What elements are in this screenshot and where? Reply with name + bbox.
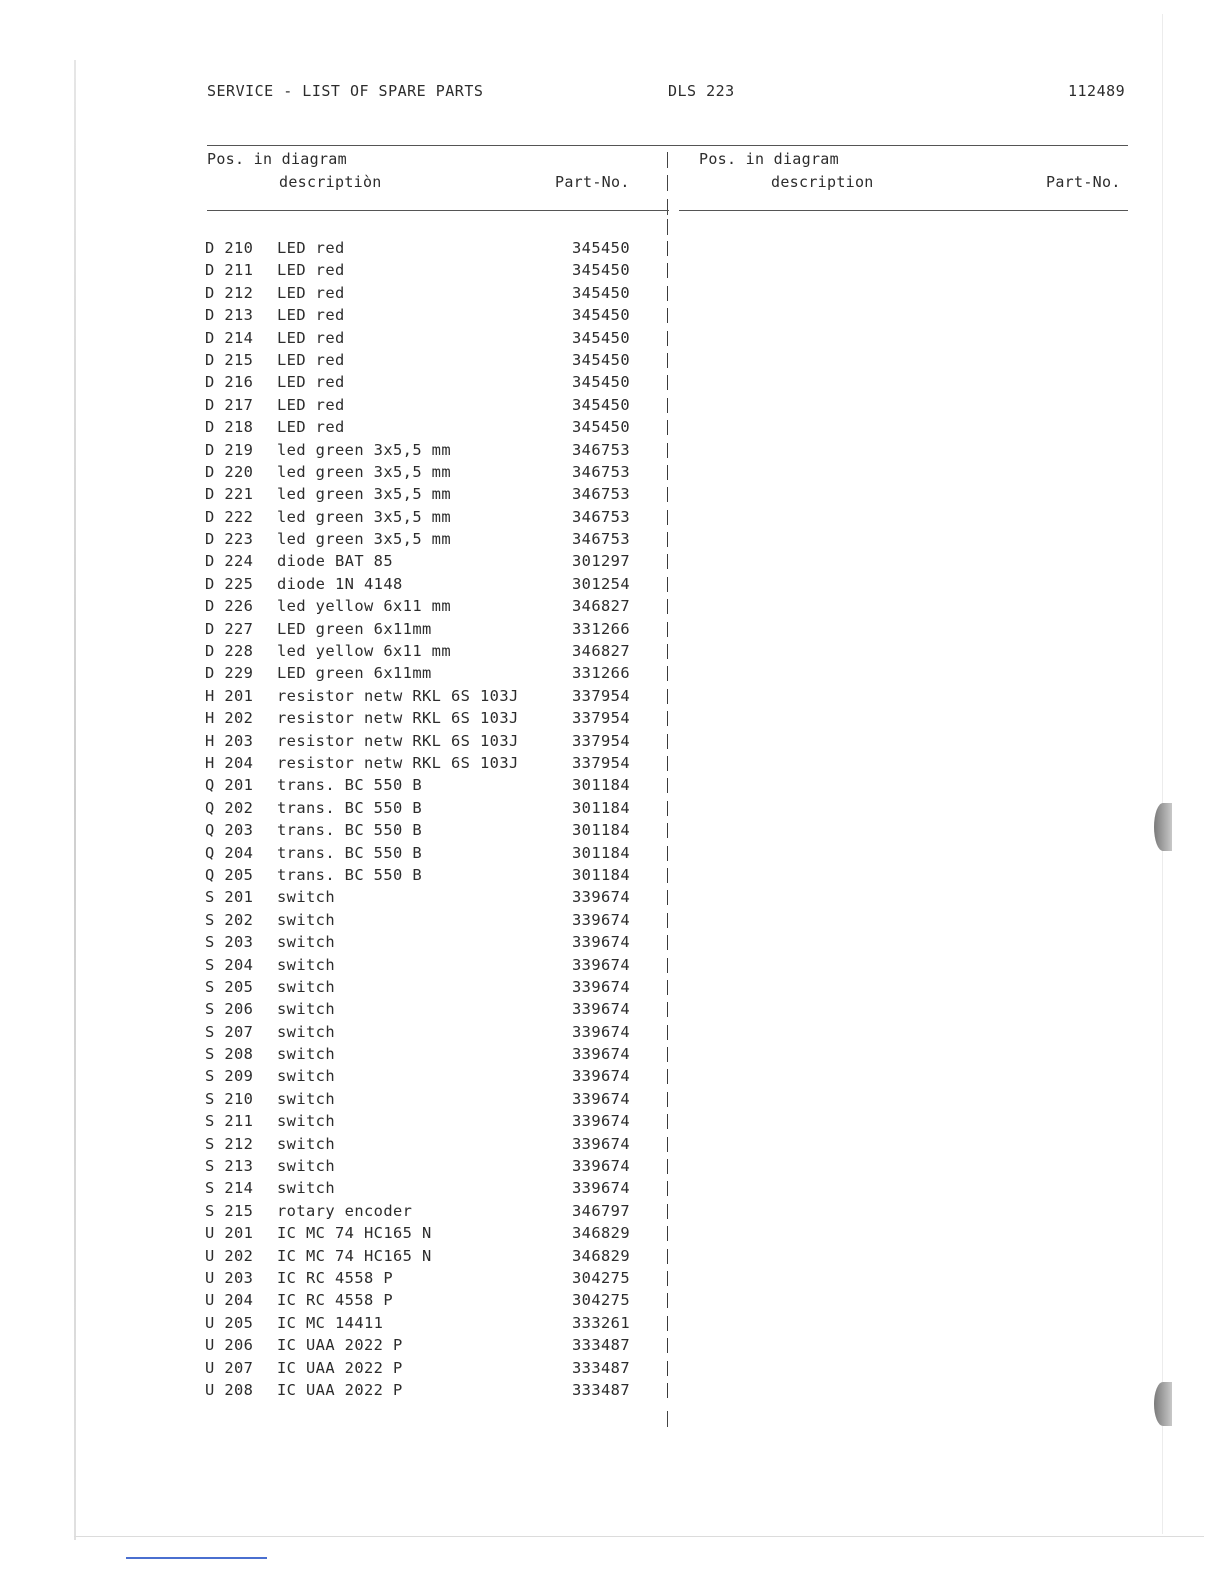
part-number: 345450: [572, 373, 630, 392]
column-separator: [667, 666, 668, 681]
column-separator: [667, 734, 668, 749]
column-separator: [667, 152, 668, 168]
part-number: 333261: [572, 1313, 630, 1332]
part-number: 304275: [572, 1291, 630, 1310]
part-number: 345450: [572, 239, 630, 257]
column-separator: [667, 241, 668, 256]
part-number: 339674: [572, 888, 630, 907]
column-separator: [667, 644, 668, 659]
part-description: switch: [277, 1045, 335, 1064]
position-in-diagram: U 201: [205, 1224, 254, 1243]
column-separator: [667, 1338, 668, 1353]
column-separator: [667, 286, 668, 301]
table-row: [0, 1110, 1224, 1132]
column-separator: [667, 913, 668, 928]
part-description: IC UAA 2022 P: [277, 1380, 403, 1399]
document-code: 112489: [1068, 82, 1126, 100]
position-in-diagram: S 205: [205, 977, 254, 996]
position-in-diagram: H 201: [205, 686, 254, 705]
column-separator: [667, 1181, 668, 1196]
part-description: IC UAA 2022 P: [277, 1336, 403, 1355]
column-separator: [667, 846, 668, 861]
position-in-diagram: D 214: [205, 328, 254, 347]
part-number: 346753: [572, 462, 630, 481]
part-description: resistor netw RKL 6S 103J: [277, 709, 519, 728]
position-in-diagram: U 204: [205, 1291, 254, 1310]
position-in-diagram: U 205: [205, 1313, 254, 1332]
part-description: switch: [277, 1089, 335, 1108]
column-separator: [667, 1361, 668, 1376]
part-description: switch: [277, 1000, 335, 1019]
part-number: 337954: [572, 686, 630, 705]
column-separator: [667, 1069, 668, 1084]
position-in-diagram: S 209: [205, 1067, 254, 1086]
part-number: 301184: [572, 865, 630, 884]
part-description: LED red: [277, 261, 345, 280]
position-in-diagram: S 213: [205, 1157, 254, 1176]
table-row: [0, 1088, 1224, 1110]
position-in-diagram: D 210: [205, 239, 254, 257]
position-in-diagram: S 208: [205, 1045, 254, 1064]
position-in-diagram: S 201: [205, 888, 254, 907]
table-row: [0, 1379, 1224, 1401]
part-number: 346753: [572, 485, 630, 504]
column-separator: [667, 1092, 668, 1107]
part-description: LED red: [277, 328, 345, 347]
column-separator: [667, 1383, 668, 1398]
column-separator: [667, 823, 668, 838]
part-number: 339674: [572, 1112, 630, 1131]
position-in-diagram: H 202: [205, 709, 254, 728]
table-row: [0, 954, 1224, 976]
table-row: [0, 282, 1224, 304]
position-in-diagram: D 227: [205, 619, 254, 638]
column-header-rule: [679, 210, 1128, 211]
left-col-part-heading: Part-No.: [555, 173, 630, 191]
position-in-diagram: U 203: [205, 1268, 254, 1287]
position-in-diagram: U 207: [205, 1358, 254, 1377]
part-description: switch: [277, 955, 335, 974]
position-in-diagram: U 208: [205, 1380, 254, 1399]
table-row: [0, 1245, 1224, 1267]
table-row: [0, 304, 1224, 326]
column-separator: [667, 1047, 668, 1062]
column-separator: [667, 331, 668, 346]
table-row: [0, 1155, 1224, 1177]
column-separator: [667, 778, 668, 793]
table-row: [0, 1289, 1224, 1311]
part-description: LED red: [277, 350, 345, 369]
column-separator: [667, 622, 668, 637]
part-description: switch: [277, 1067, 335, 1086]
part-description: trans. BC 550 B: [277, 821, 422, 840]
table-row: [0, 439, 1224, 461]
position-in-diagram: S 215: [205, 1201, 254, 1220]
column-separator: [667, 1316, 668, 1331]
table-row: [0, 909, 1224, 931]
position-in-diagram: H 203: [205, 731, 254, 750]
part-description: led green 3x5,5 mm: [277, 507, 451, 526]
part-number: 339674: [572, 910, 630, 929]
part-description: IC MC 74 HC165 N: [277, 1246, 432, 1265]
table-row: [0, 1312, 1224, 1334]
left-col-description-heading: descriptiòn: [279, 173, 382, 191]
part-number: 346753: [572, 530, 630, 549]
part-description: led yellow 6x11 mm: [277, 642, 451, 661]
table-row: [0, 1334, 1224, 1356]
column-separator: [667, 1411, 668, 1427]
table-row: [0, 327, 1224, 349]
position-in-diagram: S 206: [205, 1000, 254, 1019]
table-row: [0, 1222, 1224, 1244]
table-row: [0, 730, 1224, 752]
part-number: 339674: [572, 1089, 630, 1108]
part-description: LED red: [277, 306, 345, 325]
part-number: 339674: [572, 1045, 630, 1064]
part-description: LED red: [277, 418, 345, 437]
table-row: [0, 1043, 1224, 1065]
part-description: diode 1N 4148: [277, 574, 403, 593]
part-description: switch: [277, 888, 335, 907]
position-in-diagram: U 202: [205, 1246, 254, 1265]
column-separator: [667, 1025, 668, 1040]
position-in-diagram: D 215: [205, 350, 254, 369]
part-description: led green 3x5,5 mm: [277, 485, 451, 504]
footer-blue-rule: [126, 1557, 267, 1559]
part-description: LED green 6x11mm: [277, 664, 432, 683]
part-number: 337954: [572, 731, 630, 750]
table-row: [0, 1357, 1224, 1379]
part-description: IC MC 74 HC165 N: [277, 1224, 432, 1243]
position-in-diagram: Q 205: [205, 865, 254, 884]
table-row: [0, 595, 1224, 617]
part-number: 339674: [572, 933, 630, 952]
position-in-diagram: S 210: [205, 1089, 254, 1108]
table-row: [0, 998, 1224, 1020]
part-number: 345450: [572, 306, 630, 325]
part-number: 346827: [572, 642, 630, 661]
column-separator: [667, 443, 668, 458]
part-number: 337954: [572, 709, 630, 728]
part-number: 333487: [572, 1336, 630, 1355]
position-in-diagram: Q 203: [205, 821, 254, 840]
table-row: [0, 528, 1224, 550]
table-row: [0, 550, 1224, 572]
part-description: LED red: [277, 283, 345, 302]
position-in-diagram: D 228: [205, 642, 254, 661]
part-description: switch: [277, 1134, 335, 1153]
part-number: 331266: [572, 664, 630, 683]
part-description: resistor netw RKL 6S 103J: [277, 686, 519, 705]
column-separator: [667, 398, 668, 413]
position-in-diagram: D 216: [205, 373, 254, 392]
table-row: [0, 371, 1224, 393]
table-row: [0, 1133, 1224, 1155]
column-separator: [667, 599, 668, 614]
part-description: switch: [277, 1179, 335, 1198]
column-separator: [667, 1137, 668, 1152]
column-separator: [667, 935, 668, 950]
column-separator: [667, 353, 668, 368]
position-in-diagram: Q 204: [205, 843, 254, 862]
part-number: 301254: [572, 574, 630, 593]
column-separator: [667, 890, 668, 905]
part-description: rotary encoder: [277, 1201, 413, 1220]
column-separator: [667, 1159, 668, 1174]
position-in-diagram: S 212: [205, 1134, 254, 1153]
position-in-diagram: S 204: [205, 955, 254, 974]
part-number: 331266: [572, 619, 630, 638]
position-in-diagram: S 214: [205, 1179, 254, 1198]
table-row: [0, 797, 1224, 819]
position-in-diagram: D 221: [205, 485, 254, 504]
part-description: led green 3x5,5 mm: [277, 530, 451, 549]
table-row: [0, 640, 1224, 662]
part-description: switch: [277, 1112, 335, 1131]
part-number: 339674: [572, 1134, 630, 1153]
part-number: 339674: [572, 1179, 630, 1198]
column-separator: [667, 1293, 668, 1308]
part-description: resistor netw RKL 6S 103J: [277, 731, 519, 750]
part-number: 304275: [572, 1268, 630, 1287]
right-col-pos-heading: Pos. in diagram: [699, 150, 839, 168]
table-row: [0, 685, 1224, 707]
position-in-diagram: D 218: [205, 418, 254, 437]
column-header-rule: [207, 210, 669, 211]
column-separator: [667, 219, 668, 235]
column-separator: [667, 420, 668, 435]
column-separator: [667, 980, 668, 995]
part-description: led yellow 6x11 mm: [277, 597, 451, 616]
position-in-diagram: S 203: [205, 933, 254, 952]
position-in-diagram: D 211: [205, 261, 254, 280]
part-number: 301184: [572, 798, 630, 817]
part-description: switch: [277, 910, 335, 929]
part-description: switch: [277, 1022, 335, 1041]
position-in-diagram: D 225: [205, 574, 254, 593]
table-row: [0, 618, 1224, 640]
column-separator: [667, 199, 668, 215]
part-description: IC UAA 2022 P: [277, 1358, 403, 1377]
part-description: LED green 6x11mm: [277, 619, 432, 638]
position-in-diagram: D 226: [205, 597, 254, 616]
column-separator: [667, 532, 668, 547]
document-title: SERVICE - LIST OF SPARE PARTS: [207, 82, 484, 100]
column-separator: [667, 756, 668, 771]
part-number: 345450: [572, 350, 630, 369]
part-number: 339674: [572, 1157, 630, 1176]
column-separator: [667, 1271, 668, 1286]
part-description: switch: [277, 977, 335, 996]
part-description: led green 3x5,5 mm: [277, 462, 451, 481]
table-row: [0, 237, 1224, 259]
table-row: [0, 662, 1224, 684]
table-row: [0, 752, 1224, 774]
part-number: 345450: [572, 261, 630, 280]
table-row: [0, 886, 1224, 908]
table-row: [0, 1267, 1224, 1289]
table-row: [0, 864, 1224, 886]
scan-edge-bottom: [74, 1536, 1204, 1537]
table-row: [0, 931, 1224, 953]
right-col-description-heading: description: [771, 173, 874, 191]
position-in-diagram: D 219: [205, 440, 254, 459]
part-description: trans. BC 550 B: [277, 843, 422, 862]
table-row: [0, 1021, 1224, 1043]
part-number: 301184: [572, 843, 630, 862]
column-separator: [667, 510, 668, 525]
position-in-diagram: D 212: [205, 283, 254, 302]
column-separator: [667, 308, 668, 323]
part-number: 339674: [572, 1067, 630, 1086]
column-separator: [667, 801, 668, 816]
part-number: 333487: [572, 1380, 630, 1399]
part-number: 339674: [572, 1022, 630, 1041]
part-description: IC RC 4558 P: [277, 1291, 393, 1310]
part-number: 339674: [572, 977, 630, 996]
part-description: IC MC 14411: [277, 1313, 384, 1332]
part-description: trans. BC 550 B: [277, 798, 422, 817]
parts-list: [0, 237, 1224, 1401]
part-number: 346753: [572, 440, 630, 459]
table-row: [0, 707, 1224, 729]
part-number: 345450: [572, 283, 630, 302]
column-separator: [667, 375, 668, 390]
position-in-diagram: Q 201: [205, 776, 254, 795]
part-number: 301297: [572, 552, 630, 571]
column-separator: [667, 1204, 668, 1219]
column-separator: [667, 1249, 668, 1264]
part-description: IC RC 4558 P: [277, 1268, 393, 1287]
table-row: [0, 349, 1224, 371]
position-in-diagram: Q 202: [205, 798, 254, 817]
header-rule: [207, 145, 1128, 146]
part-number: 339674: [572, 955, 630, 974]
position-in-diagram: D 224: [205, 552, 254, 571]
table-row: [0, 842, 1224, 864]
part-number: 346829: [572, 1224, 630, 1243]
left-col-pos-heading: Pos. in diagram: [207, 150, 347, 168]
table-row: [0, 1065, 1224, 1087]
column-separator: [667, 487, 668, 502]
position-in-diagram: S 211: [205, 1112, 254, 1131]
table-row: [0, 573, 1224, 595]
position-in-diagram: D 223: [205, 530, 254, 549]
part-number: 339674: [572, 1000, 630, 1019]
position-in-diagram: S 207: [205, 1022, 254, 1041]
model-number: DLS 223: [668, 82, 735, 100]
position-in-diagram: D 220: [205, 462, 254, 481]
right-col-part-heading: Part-No.: [1046, 173, 1121, 191]
table-row: [0, 394, 1224, 416]
table-row: [0, 416, 1224, 438]
table-row: [0, 976, 1224, 998]
part-number: 346827: [572, 597, 630, 616]
table-row: [0, 461, 1224, 483]
column-separator: [667, 577, 668, 592]
position-in-diagram: D 213: [205, 306, 254, 325]
part-number: 337954: [572, 753, 630, 772]
column-separator: [667, 1114, 668, 1129]
part-description: led green 3x5,5 mm: [277, 440, 451, 459]
table-row: [0, 1177, 1224, 1199]
position-in-diagram: H 204: [205, 753, 254, 772]
column-separator: [667, 554, 668, 569]
part-number: 345450: [572, 395, 630, 414]
table-row: [0, 259, 1224, 281]
position-in-diagram: D 229: [205, 664, 254, 683]
part-number: 301184: [572, 821, 630, 840]
part-description: trans. BC 550 B: [277, 865, 422, 884]
part-number: 346753: [572, 507, 630, 526]
column-separator: [667, 1002, 668, 1017]
part-number: 346829: [572, 1246, 630, 1265]
column-separator: [667, 958, 668, 973]
part-description: resistor netw RKL 6S 103J: [277, 753, 519, 772]
position-in-diagram: U 206: [205, 1336, 254, 1355]
column-separator: [667, 1226, 668, 1241]
part-number: 345450: [572, 418, 630, 437]
part-number: 301184: [572, 776, 630, 795]
table-row: [0, 819, 1224, 841]
position-in-diagram: D 222: [205, 507, 254, 526]
position-in-diagram: D 217: [205, 395, 254, 414]
table-row: [0, 1200, 1224, 1222]
part-description: trans. BC 550 B: [277, 776, 422, 795]
part-number: 345450: [572, 328, 630, 347]
part-description: switch: [277, 933, 335, 952]
column-separator: [667, 263, 668, 278]
part-description: switch: [277, 1157, 335, 1176]
part-description: LED red: [277, 239, 345, 257]
table-row: [0, 483, 1224, 505]
part-number: 333487: [572, 1358, 630, 1377]
part-description: diode BAT 85: [277, 552, 393, 571]
column-separator: [667, 689, 668, 704]
part-description: LED red: [277, 373, 345, 392]
column-separator: [667, 175, 668, 191]
position-in-diagram: S 202: [205, 910, 254, 929]
column-separator: [667, 465, 668, 480]
table-row: [0, 774, 1224, 796]
table-row: [0, 506, 1224, 528]
column-separator: [667, 711, 668, 726]
part-description: LED red: [277, 395, 345, 414]
column-separator: [667, 868, 668, 883]
part-number: 346797: [572, 1201, 630, 1220]
